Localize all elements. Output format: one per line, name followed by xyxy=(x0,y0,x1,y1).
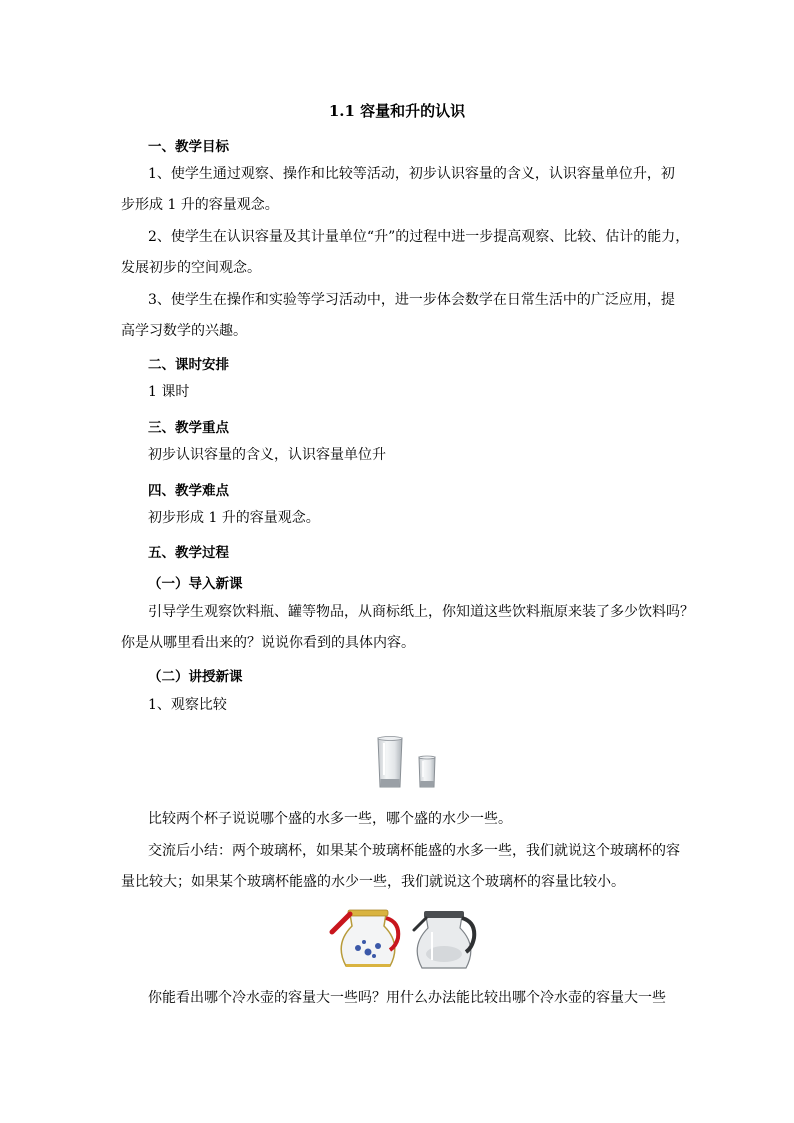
goal-3-line-1: 3、使学生在操作和实验等学习活动中，进一步体会数学在日常生活中的广泛应用，提 xyxy=(148,292,675,308)
summary-line-1: 交流后小结：两个玻璃杯，如果某个玻璃杯能盛的水多一些，我们就说这个玻璃杯的容 xyxy=(148,843,680,859)
glass-cups-icon xyxy=(372,735,442,793)
goal-1-line-2: 步形成 1 升的容量观念。 xyxy=(121,197,279,213)
section-heading-goals: 一、教学目标 xyxy=(148,139,229,155)
difficulties-text: 初步形成 1 升的容量观念。 xyxy=(148,510,320,526)
intro-line-2: 你是从哪里看出来的？说说你看到的具体内容。 xyxy=(121,635,415,651)
compare-cups-text: 比较两个杯子说说哪个盛的水多一些，哪个盛的水少一些。 xyxy=(148,811,512,827)
subsection-heading-new-lesson: （二）讲授新课 xyxy=(148,669,243,685)
step-1-label: 1、观察比较 xyxy=(148,697,227,713)
page-title: 1.1 容量和升的认识 xyxy=(328,102,466,120)
section-heading-key-points: 三、教学重点 xyxy=(148,420,229,436)
section-heading-difficulties: 四、教学难点 xyxy=(148,483,229,499)
goal-3-line-2: 高学习数学的兴趣。 xyxy=(121,323,247,339)
key-points-text: 初步认识容量的含义，认识容量单位升 xyxy=(148,447,386,463)
schedule-text: 1 课时 xyxy=(148,384,190,400)
goal-2-line-2: 发展初步的空间观念。 xyxy=(121,260,261,276)
goal-1-line-1: 1、使学生通过观察、操作和比较等活动，初步认识容量的含义，认识容量单位升，初 xyxy=(148,166,675,182)
kettles-icon xyxy=(328,904,478,974)
kettle-question-text: 你能看出哪个冷水壶的容量大一些吗？用什么办法能比较出哪个冷水壶的容量大一些 xyxy=(148,990,666,1006)
section-heading-schedule: 二、课时安排 xyxy=(148,357,229,373)
goal-2-line-1: 2、使学生在认识容量及其计量单位“升”的过程中进一步提高观察、比较、估计的能力， xyxy=(148,229,690,245)
subsection-heading-intro: （一）导入新课 xyxy=(148,576,243,592)
summary-line-2: 量比较大；如果某个玻璃杯能盛的水少一些，我们就说这个玻璃杯的容量比较小。 xyxy=(121,874,625,890)
section-heading-process: 五、教学过程 xyxy=(148,545,229,561)
intro-line-1: 引导学生观察饮料瓶、罐等物品，从商标纸上，你知道这些饮料瓶原来装了多少饮料吗？ xyxy=(148,604,694,620)
